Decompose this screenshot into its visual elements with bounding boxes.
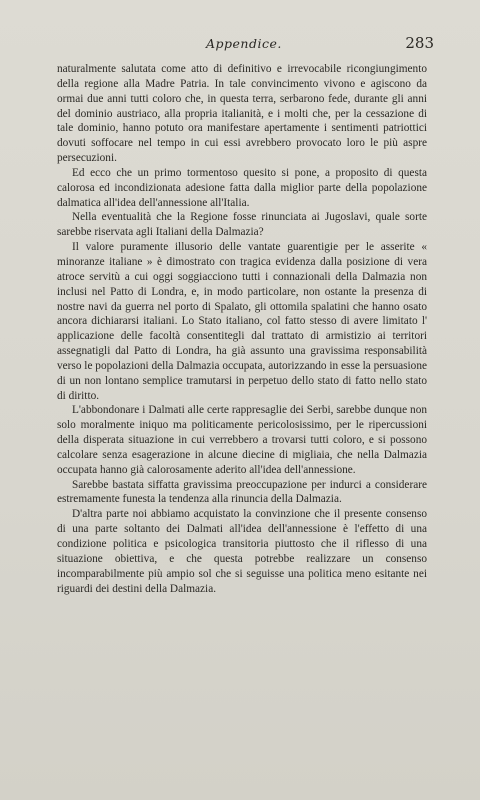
paragraph: Nella eventualità che la Regione fosse rinunciata ai Jugoslavi, quale sorte sarebbe riservata agli Italiani della Dalmazia? bbox=[57, 211, 427, 239]
paragraph: Ed ecco che un primo tormentoso quesito si pone, a proposito di questa calorosa ed incondizionata adesione fatta dalla miglior parte della popolazione dalmatica all'idea dell'annessione all'Italia. bbox=[57, 166, 427, 209]
page-header bbox=[56, 34, 434, 54]
paragraph: Sarebbe bastata siffatta gravissima preoccupazione per indurci a considerare estremamente funesta la tendenza alla rinuncia della Dalmazia. bbox=[57, 478, 427, 506]
paragraph: D'altra parte noi abbiamo acquistato la convinzione che il presente consenso di una parte soltanto dei Dalmati all'idea dell'annessione è l'effetto di una condizione politica e psicologica transitoria piuttosto che il riflesso di una situazione obiettiva, e che questa potrebbe realizzare un consenso incomparabilmente più ampio sol che si seguisse una politica meno esitante nei riguardi dei destini della Dalmazia. bbox=[57, 508, 427, 595]
paragraph: L'abbondonare i Dalmati alle certe rappresaglie dei Serbi, sarebbe dunque non solo moralmente iniquo ma politicamente pericolosissimo, per le ripercussioni della disperata situazione in cui verrebbero a trovarsi tutti coloro, e si possono calcolare senza esagerazione in alcune diecine di migliaia, che nella Dalmazia occupata hanno già calorosamente aderito all'idea dell'annessione. bbox=[57, 404, 427, 476]
running-head: Appendice. bbox=[206, 36, 282, 51]
page-number: 283 bbox=[405, 34, 434, 52]
paragraph: naturalmente salutata come atto di definitivo e irrevocabile ricongiungimento della regione alla Madre Patria. In tale convincimento vivono e agiscono da ormai due anni tutti coloro che, in questa terra, serbarono fede, durante gli anni del dominio austriaco, alla propria italianità, e i molti che, per la cessazione di tale dominio, hanno potuto ora manifestare apertamente i sentimenti patriottici dovuti soffocare nel tempo in cui essi avrebbero provocato loro le più aspre persecuzioni. bbox=[57, 63, 427, 165]
page-body bbox=[57, 62, 427, 596]
paragraph: Il valore puramente illusorio delle vantate guarentigie per le asserite « minoranze italiane » è dimostrato con tragica evidenza dalla posizione di vera atroce servitù a cui oggi soggiacciono tutti i connazionali della Dalmazia non inclusi nel Patto di Londra, e, in modo particolare, non ostante la presenza di nostre navi da guerra nel porto di Spalato, gli ottomila spalatini che hanno osato ancora dichiararsi italiani. Lo Stato italiano, col fatto stesso di avere limitato l' applicazione delle facoltà consentitegli dal trattato di armistizio ai territori assegnatigli dal Patto di Londra, ha già assunto una gravissima responsabilità verso le popolazioni della Dalmazia occupata, autorizzando in esse la persuasione di un non lontano semplice tramutarsi in perpetuo dello stato di fatto nello stato di diritto. bbox=[57, 241, 427, 402]
